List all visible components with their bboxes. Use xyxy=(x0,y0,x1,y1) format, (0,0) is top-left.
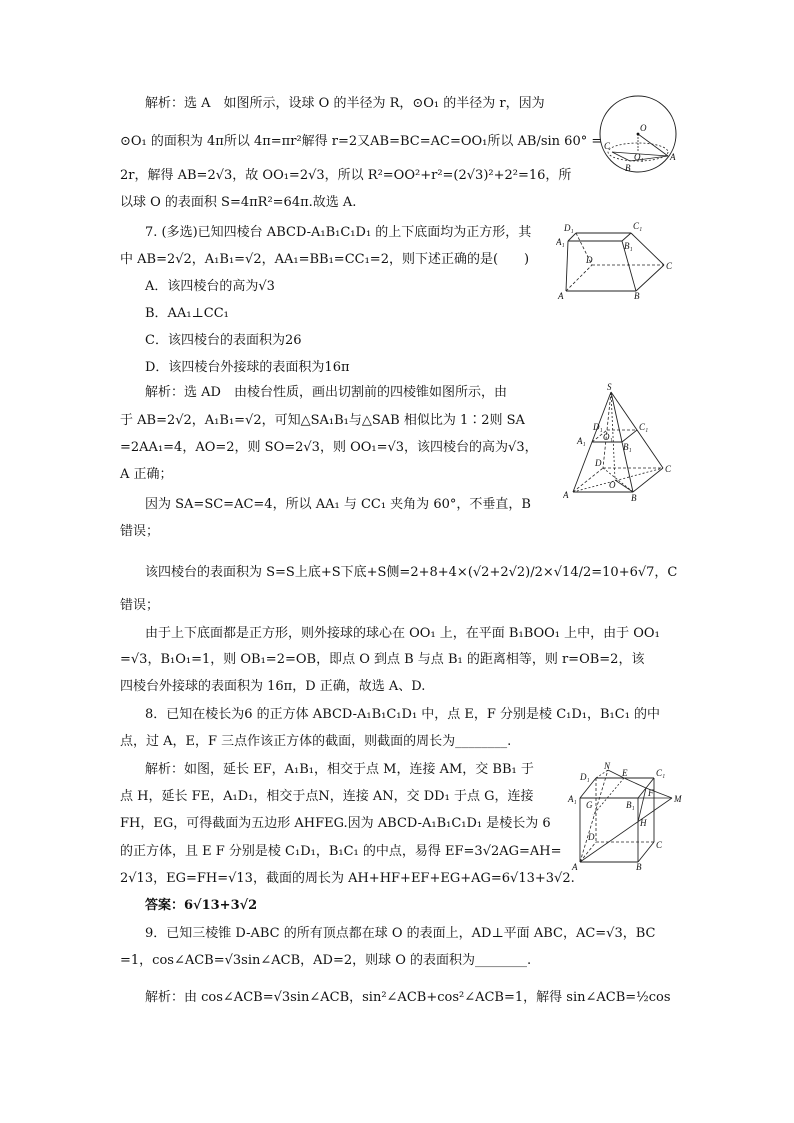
label-d: D xyxy=(586,255,593,265)
text-line: =√3，B₁O₁=1，则 OB₁=2=OB，即点 O 到点 B 与点 B₁ 的距离相等，则 r=OB=2，该 xyxy=(120,652,645,667)
text-line: =2AA₁=4，AO=2，则 SO=2√3，则 OO₁=√3，该四棱台的高为√3， xyxy=(120,440,538,455)
text-line: ⊙O₁ 的面积为 4π所以 4π=πr²解得 r=2又AB=BC=AC=OO₁所以 AB/sin 60° = xyxy=(120,134,603,149)
label-b1: B₁ xyxy=(624,241,633,251)
label-a1: A₁ xyxy=(577,436,586,446)
label-c: C xyxy=(666,261,673,271)
text-line: 的正方体，且 E F 分别是棱 C₁D₁，B₁C₁ 的中点，易得 EF=3√2AG=AH= xyxy=(120,844,562,859)
label-c1: C₁ xyxy=(639,422,649,432)
text-line: 解析：由 cos∠ACB=√3sin∠ACB，sin²∠ACB+cos²∠ACB=1，解得 sin∠ACB=½cos xyxy=(145,990,671,1005)
label-c: C xyxy=(665,464,672,474)
label-a: A xyxy=(670,152,676,162)
label-b: B xyxy=(636,862,642,872)
text-line: FH，EG，可得截面为五边形 AHFEG.因为 ABCD-A₁B₁C₁D₁ 是棱长为 6 xyxy=(120,816,551,831)
label-b: B xyxy=(625,163,631,173)
label-m: M xyxy=(674,794,682,804)
label-c1: C₁ xyxy=(656,768,666,778)
label-b: B xyxy=(631,493,637,502)
text-line: 因为 SA=SC=AC=4，所以 AA₁ 与 CC₁ 夹角为 60°，不垂直，B xyxy=(145,497,531,512)
text-line: 由于上下底面都是正方形，则外接球的球心在 OO₁ 上，在平面 B₁BOO₁ 上中，由于 OO₁ xyxy=(145,626,660,641)
label-d: D xyxy=(595,458,602,468)
text-line: 解析：如图，延长 EF，A₁B₁，相交于点 M，连接 AM，交 BB₁ 于 xyxy=(145,762,534,777)
label-o: O xyxy=(640,123,647,133)
label-e: E xyxy=(622,768,628,778)
text-line: 点 H，延长 FE，A₁D₁，相交于点N，连接 AN，交 DD₁ 于点 G，连接 xyxy=(120,789,534,804)
label-b: B xyxy=(634,291,640,301)
text-line: 解析：选 AD 由棱台性质，画出切割前的四棱锥如图所示，由 xyxy=(145,385,507,400)
label-f: F xyxy=(648,788,654,798)
option-a: A．该四棱台的高为√3 xyxy=(145,279,275,294)
label-h: H xyxy=(640,818,647,828)
label-d1: D₁ xyxy=(593,422,603,432)
text-line: =1，cos∠ACB=√3sin∠ACB，AD=2，则球 O 的表面积为________. xyxy=(120,953,532,968)
label-s: S xyxy=(607,382,612,392)
sphere-figure xyxy=(598,94,680,176)
question-8: 8．已知在棱长为6 的正方体 ABCD-A₁B₁C₁D₁ 中，点 E，F 分别是棱 C₁D₁，B₁C₁ 的中 xyxy=(145,707,661,722)
option-d: D．该四棱台外接球的表面积为16π xyxy=(145,360,350,375)
text-line: 2√13，EG=FH=√13，截面的周长为 AH+HF+EF+EG+AG=6√13+3√2. xyxy=(120,871,575,886)
label-o: O xyxy=(609,480,616,490)
cube-figure xyxy=(566,760,684,872)
label-d1: D₁ xyxy=(580,772,590,782)
label-g: G xyxy=(586,800,593,810)
label-c: C xyxy=(656,840,663,850)
label-d: D xyxy=(588,832,595,842)
option-c: C．该四棱台的表面积为26 xyxy=(145,333,302,348)
text-line: A 正确； xyxy=(120,467,173,482)
label-a1: A₁ xyxy=(568,794,577,804)
label-c1: C₁ xyxy=(633,221,643,231)
answer-8: 答案：6√13+3√2 xyxy=(145,898,258,913)
text-line: 四棱台外接球的表面积为 16π，D 正确，故选 A、D. xyxy=(120,679,426,694)
text-line: 错误； xyxy=(120,524,160,539)
frustum-figure xyxy=(556,215,682,301)
question-7: 7. (多选)已知四棱台 ABCD-A₁B₁C₁D₁ 的上下底面均为正方形，其 xyxy=(145,225,532,240)
text-line: 该四棱台的表面积为 S=S上底+S下底+S侧=2+8+4×(√2+2√2)/2×√14/2=10+6√7，C xyxy=(145,565,678,580)
label-a: A xyxy=(558,291,564,301)
question-9: 9．已知三棱锥 D-ABC 的所有顶点都在球 O 的表面上，AD⊥平面 ABC，AC=√3，BC xyxy=(145,926,656,941)
text-line: 解析：选 A 如图所示，设球 O 的半径为 R，⊙O₁ 的半径为 r，因为 xyxy=(145,96,545,111)
label-n: N xyxy=(604,761,611,771)
label-o1: O₁ xyxy=(603,432,613,442)
text-line: 于 AB=2√2，A₁B₁=√2，可知△SA₁B₁与△SAB 相似比为 1∶2则 SA xyxy=(120,413,525,428)
label-b1: B₁ xyxy=(623,442,632,452)
label-a: A xyxy=(563,490,569,500)
text-line: 错误； xyxy=(120,598,160,613)
text-line: 以球 O 的表面积 S=4πR²=64π.故选 A. xyxy=(120,195,357,210)
text-line: 中 AB=2√2，A₁B₁=√2，AA₁=BB₁=CC₁=2，则下述正确的是( ) xyxy=(120,252,530,267)
label-c: C xyxy=(604,141,611,151)
label-o1: O₁ xyxy=(634,152,644,162)
label-a1: A₁ xyxy=(556,237,565,247)
text-line: 点，过 A，E，F 三点作该正方体的截面，则截面的周长为________. xyxy=(120,734,512,749)
label-d1: D₁ xyxy=(564,223,574,233)
pyramid-figure xyxy=(563,382,675,502)
label-b1: B₁ xyxy=(626,800,635,810)
label-a: A xyxy=(572,862,578,872)
text-line: 2r，解得 AB=2√3，故 OO₁=2√3，所以 R²=OO²+r²=(2√3)²+2²=16，所 xyxy=(120,168,572,183)
option-b: B．AA₁⊥CC₁ xyxy=(145,306,229,321)
